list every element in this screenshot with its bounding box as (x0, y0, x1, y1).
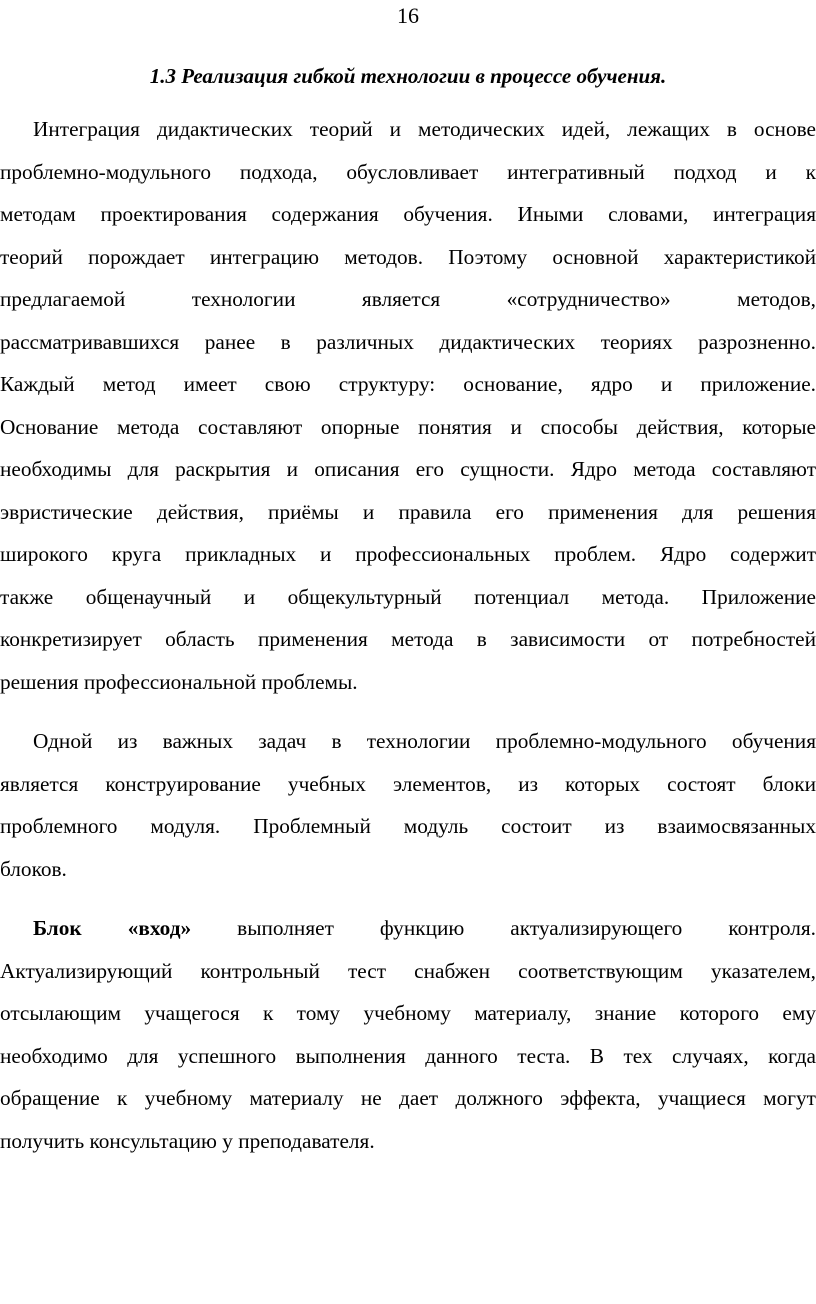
paragraph-3-line: Актуализирующий контрольный тест снабжен соответствующим указателем, (0, 958, 816, 983)
paragraph-3-first-line-rest: выполняет функцию актуализирующего контроля. (191, 916, 816, 940)
paragraph1-line: методам проектирования содержания обучения. Иными словами, интеграция (0, 202, 816, 226)
paragraph-3-line (0, 907, 816, 950)
section-heading: 1.3 Реализация гибкой технологии в процессе обучения. (149, 64, 667, 88)
paragraph1-line: предлагаемой технологии является «сотрудничество» методов, (0, 287, 816, 311)
paragraph1-line: необходимы для раскрытия и описания его сущности. Ядро метода составляют (0, 457, 816, 481)
paragraph1-line: Основание метода составляют опорные понятия и способы действия, которые (0, 414, 816, 439)
paragraph-3-line: получить консультацию у преподавателя. (0, 1128, 375, 1153)
paragraph-1 (0, 108, 816, 703)
paragraph1-line: решения профессиональной проблемы. (0, 669, 358, 694)
paragraph1-line: проблемно-модульного подхода, обусловливает интегративный подход и к (0, 159, 816, 184)
paragraph-3-line: отсылающим учащегося к тому учебному материалу, знание которого ему (0, 1001, 816, 1025)
paragraph1-line: эвристические действия, приёмы и правила его применения для решения (0, 499, 816, 524)
paragraph2-line: блоков. (0, 856, 67, 881)
paragraph2-line: проблемного модуля. Проблемный модуль состоит из взаимосвязанных (0, 814, 816, 838)
paragraph1-line: широкого круга прикладных и профессиональных проблем. Ядро содержит (0, 542, 816, 566)
paragraph2-line: Одной из важных задач в технологии проблемно-модульного обучения (33, 729, 816, 753)
paragraph-3-line: необходимо для успешного выполнения данного теста. В тех случаях, когда (0, 1043, 816, 1068)
paragraph1-line: теорий порождает интеграцию методов. Поэтому основной характеристикой (0, 244, 816, 269)
paragraph1-line: конкретизирует область применения метода в зависимости от потребностей (0, 627, 816, 651)
paragraph-3 (0, 907, 816, 1162)
paragraph1-line: Каждый метод имеет свою структуру: основание, ядро и приложение. (0, 372, 816, 396)
paragraph1-line: также общенаучный и общекультурный потенциал метода. Приложение (0, 584, 816, 609)
paragraph-3-line: обращение к учебному материалу не дает должного эффекта, учащиеся могут (0, 1086, 816, 1110)
paragraph-2 (0, 720, 816, 890)
paragraph1-line: Интеграция дидактических теорий и методических идей, лежащих в основе (33, 117, 816, 141)
paragraph1-line: рассматривавшихся ранее в различных дидактических теориях разрозненно. (0, 329, 816, 354)
paragraph2-line: является конструирование учебных элементов, из которых состоят блоки (0, 771, 816, 796)
page-number: 16 (397, 3, 419, 28)
block-input-term: Блок «вход» (33, 916, 192, 940)
